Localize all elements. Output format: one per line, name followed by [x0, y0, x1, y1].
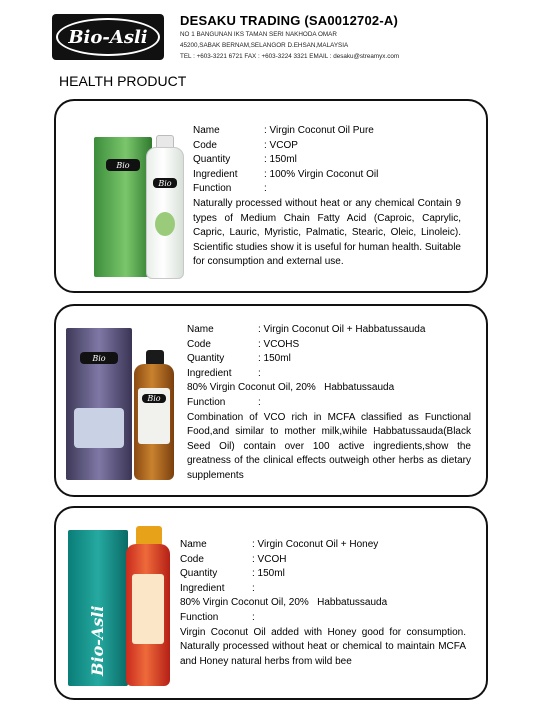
box-brand-text: Bio-Asli	[88, 605, 107, 676]
name-value: : Virgin Coconut Oil Pure	[264, 125, 374, 136]
bottle	[126, 544, 170, 686]
product-image-vcoh	[64, 522, 174, 692]
name-label: Name	[187, 324, 214, 335]
quantity-value: : 150ml	[252, 568, 285, 580]
ingredient-label: Ingredient	[187, 367, 232, 379]
bottle	[134, 364, 174, 480]
bottle	[146, 147, 184, 279]
code-label: Code	[180, 553, 204, 565]
ingredient-value: : 100% Virgin Coconut Oil	[264, 168, 379, 180]
box-logo: Bio	[106, 159, 140, 171]
quantity-label: Quantity	[187, 353, 225, 365]
bottle-label	[138, 388, 170, 444]
product-info	[187, 323, 471, 484]
name-value: : Virgin Coconut Oil + Honey	[252, 539, 379, 550]
name-label: Name	[193, 125, 220, 136]
logo-text: Bio-Asli	[56, 18, 160, 56]
box-logo: Bio	[80, 352, 118, 364]
letterhead	[0, 0, 540, 70]
function-label: Function	[187, 396, 226, 408]
contact-line: TEL : +603-3221 6721 FAX : +603-3224 3321 EMAIL : desaku@streamyx.com	[180, 53, 400, 60]
bottle-logo: Bio	[142, 394, 166, 403]
box-graphic	[74, 408, 124, 448]
product-card-vcohs	[54, 304, 488, 497]
address-line-2: 45200,SABAK BERNAM,SELANGOR D.EHSAN,MALAYSIA	[180, 42, 349, 49]
product-image-vcop	[86, 131, 186, 281]
product-image-vcohs	[62, 322, 178, 487]
product-card-vcop	[54, 99, 488, 293]
product-description: Virgin Coconut Oil added with Honey good for consumption. Naturally processed without heat or chemical to maintain MCFA and Honey natural herbs from wild bee	[180, 626, 466, 667]
product-description: Naturally processed without heat or any chemical Contain 9 types of Medium Chain Fatty Acid (Caproic, Caprylic, Capric, Lauric, Myristic, Palmatic, Stearic, Oleic, Linoleic). Scientific studies show it is useful for human health. Suitable for consumption and external use.	[193, 197, 461, 268]
bottle-logo: Bio	[153, 178, 177, 188]
ingredient-value: :	[258, 367, 261, 379]
code-value: : VCOP	[264, 139, 298, 151]
company-name: DESAKU TRADING (SA0012702-A)	[180, 13, 398, 28]
ingredient-label: Ingredient	[180, 582, 225, 594]
quantity-label: Quantity	[193, 154, 231, 166]
ingredient-value: :	[252, 582, 255, 594]
bottle-label	[132, 574, 164, 644]
product-info	[180, 538, 466, 669]
function-value: :	[252, 611, 255, 623]
ingredient-detail: 80% Virgin Coconut Oil, 20% Habbatussauda	[180, 597, 388, 609]
ingredient-detail: 80% Virgin Coconut Oil, 20% Habbatussauda	[187, 382, 395, 394]
product-box	[94, 137, 152, 277]
coconut-graphic	[155, 212, 175, 236]
quantity-label: Quantity	[180, 568, 218, 580]
section-title: HEALTH PRODUCT	[59, 73, 187, 89]
name-label: Name	[180, 539, 207, 550]
product-box	[66, 328, 132, 480]
product-description: Combination of VCO rich in MCFA classified as Functional Food,and similar to mother milk,wihile Habbatussauda(Black Seed Oil) contain over 100 active ingredients,show the greatness of the clinical effects outweigh other herbs as dietary supplements	[187, 411, 471, 481]
code-label: Code	[193, 139, 217, 151]
quantity-value: : 150ml	[258, 353, 291, 365]
code-label: Code	[187, 338, 211, 350]
product-info	[193, 124, 461, 270]
address-line-1: NO 1 BANGUNAN IKS TAMAN SERI NAKHODA OMAR	[180, 31, 337, 38]
ingredient-label: Ingredient	[193, 168, 238, 180]
code-value: : VCOHS	[258, 338, 300, 350]
bottle-cap	[136, 526, 162, 546]
company-logo	[52, 14, 164, 60]
function-label: Function	[193, 183, 232, 195]
function-label: Function	[180, 611, 219, 623]
function-value: :	[258, 396, 261, 408]
product-box	[68, 530, 128, 686]
name-value: : Virgin Coconut Oil + Habbatussauda	[258, 324, 426, 335]
function-value: :	[264, 183, 267, 195]
quantity-value: : 150ml	[264, 154, 297, 166]
code-value: : VCOH	[252, 553, 287, 565]
product-card-vcoh	[54, 506, 488, 700]
